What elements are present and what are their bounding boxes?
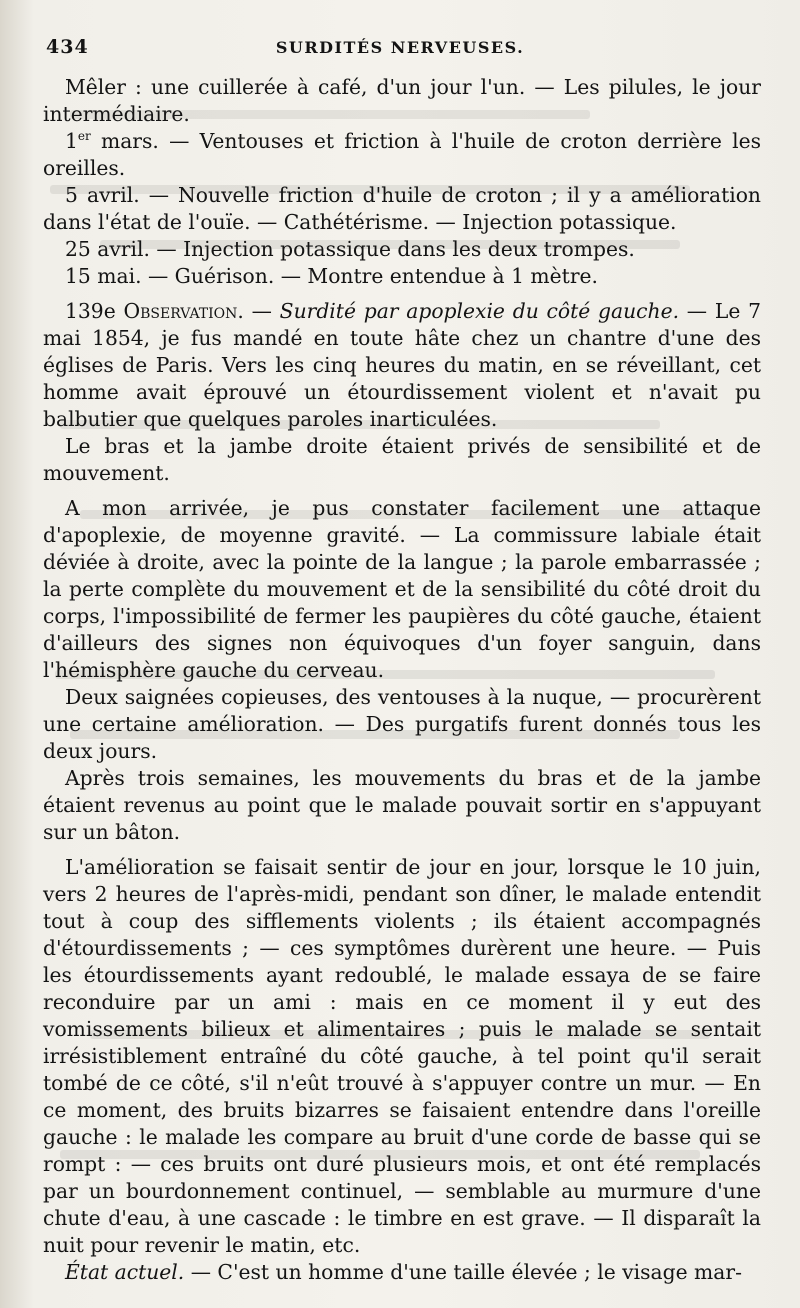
text-span: L'amélioration se faisait sentir de jour en jour, lorsque le 10 juin, vers 2 heures de l'après-midi, pendant son dîner, le malade entendit tout à coup des sifflements violents ; ils étaient accompagnés d'étourdissements ; — ces symptômes durèrent une heure. — Puis les étourdissements ayant redoublé, le malade essaya de se faire reconduire par un ami : mais en ce moment il y eut des vomissements bilieux et alimentaires ; puis le malade se sentait irrésistiblement entraîné du côté gauche, à tel point qu'il serait tombé de ce côté, s'il n'eût trouvé à s'appuyer contre un mur. — En ce moment, des bruits bizarres se faisaient entendre dans l'oreille gauche : le malade les compare au bruit d'une corde de basse qui se rompt : — ces bruits ont duré plusieurs mois, et ont été remplacés par un bourdonnement continuel, — semblable au murmure d'une chute d'eau, à une cascade : le timbre en est grave. — Il disparaît la nuit pour revenir le matin, etc. [43,855,761,1257]
text-span: Surdité par apoplexie du côté gauche. [279,299,680,323]
page-header [40,36,760,60]
page-number: 434 [46,36,89,58]
text-span: mars. — Ventouses et friction à l'huile de croton derrière les oreilles. [43,129,761,180]
paragraph-p3 [43,182,761,236]
text-span: 5 avril. — Nouvelle friction d'huile de croton ; il y a amélioration dans l'état de l'ouïe. — Cathétérisme. — Injection potassique. [43,183,761,234]
text-span: Deux saignées copieuses, des ventouses à la nuque, — procurèrent une certaine amélioration. — Des purgatifs furent donnés tous les deux jours. [43,685,761,763]
text-span: er [77,129,91,144]
running-title: SURDITÉS NERVEUSES. [275,38,525,57]
text-span: 139 [65,299,104,323]
text-span: — [243,299,280,323]
text-span: Le bras et la jambe droite étaient privés de sensibilité et de mouvement. [43,434,761,485]
paragraph-p10 [43,765,761,846]
paragraph-p7 [43,433,761,487]
text-span: A mon arrivée, je pus constater facilement une attaque d'apoplexie, de moyenne gravité. — La commissure labiale était déviée à droite, avec la pointe de la langue ; la parole embarrassée ; la perte complète du mouvement et de la sensibilité du côté droit du corps, l'impossibilité de fermer les paupières du côté gauche, étaient d'ailleurs des signes non équivoques d'un foyer sanguin, dans l'hémisphère gauche du cerveau. [43,496,761,682]
body-text [43,74,761,1286]
paragraph-p9 [43,684,761,765]
paragraph-p1 [43,74,761,128]
paragraph-p8 [43,495,761,684]
text-span: Mêler : une cuillerée à café, d'un jour l'un. — Les pilules, le jour intermédiaire. [43,75,761,126]
text-span: — C'est un homme d'une taille élevée ; le visage mar- [184,1260,742,1284]
paragraph-p12 [43,1259,761,1286]
text-span: Après trois semaines, les mouvements du bras et de la jambe étaient revenus au point que le malade pouvait sortir en s'appuyant sur un bâton. [43,766,761,844]
text-span: 15 mai. — Guérison. — Montre entendue à 1 mètre. [65,264,598,288]
paragraph-p6 [43,298,761,433]
paragraph-p5 [43,263,761,290]
text-span: Observation. [123,299,244,323]
paragraph-p4 [43,236,761,263]
paragraph-p2 [43,128,761,182]
text-span: e [103,299,116,323]
text-span: État actuel. [65,1260,185,1284]
text-span: 25 avril. — Injection potassique dans les deux trompes. [65,237,635,261]
paragraph-p11 [43,854,761,1259]
text-span: — Le 7 mai 1854, je fus mandé en toute hâte chez un chantre d'une des églises de Paris. Vers les cinq heures du matin, en se réveillant, cet homme avait éprouvé un étourdissement violent et n'avait pu balbutier que quelques paroles inarticulées. [43,299,761,431]
text-span [116,299,124,323]
text-span: 1 [65,129,78,153]
